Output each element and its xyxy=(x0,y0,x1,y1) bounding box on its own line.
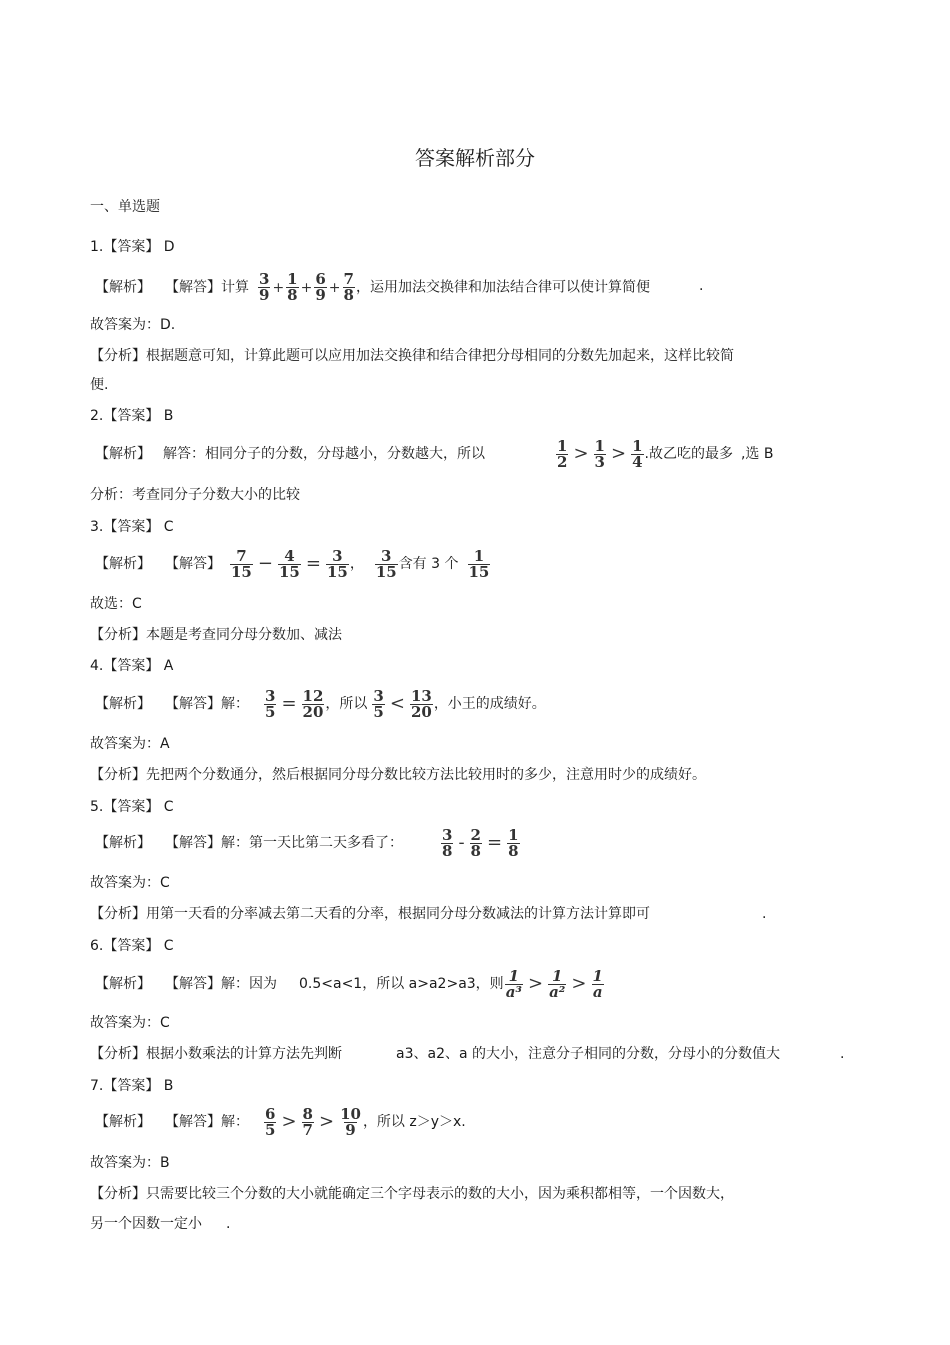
q2-jiexi: 【解析】 解答：相同分子的分数，分母越小，分数越大，所以 xyxy=(95,446,485,462)
q1-jiexi: 【解析】 【解答】计算 $\frac{3}{9}$ + $\frac{1}{8}$ + $\frac{6}{9}$ + $\frac{7}{8}$ ，运用加法交换律和加法结合律可以使计算简便 xyxy=(95,270,650,304)
fraction: $\frac{1}{8}$ xyxy=(287,270,298,304)
fraction: $\frac{3}{15}$ xyxy=(326,546,348,581)
fraction: $\frac{3}{15}$ xyxy=(375,546,397,581)
fraction: $\frac{12}{20}$ xyxy=(302,686,324,721)
fraction: $\frac{1}{a}$ xyxy=(592,966,603,1001)
fraction: $\frac{1}{2}$ xyxy=(557,436,568,471)
q7-answer: 7.【答案】 B xyxy=(90,1078,174,1094)
q6-period: . xyxy=(840,1046,845,1062)
q6-fenxi: 【分析】根据小数乘法的计算方法先判断 xyxy=(90,1046,342,1062)
q1-fenxi: 【分析】根据题意可知，计算此题可以应用加法交换律和结合律把分母相同的分数先加起来，这样比较简 xyxy=(90,348,734,364)
fraction: $\frac{1}{4}$ xyxy=(632,436,643,471)
fraction: $\frac{8}{7}$ xyxy=(302,1104,313,1139)
fraction: $\frac{2}{8}$ xyxy=(470,825,481,860)
fraction: $\frac{6}{9}$ xyxy=(315,270,326,304)
q4-answer: 4.【答案】 A xyxy=(90,658,174,674)
fraction: $\frac{7}{8}$ xyxy=(343,270,354,304)
q6-jiexi: 【解析】 【解答】解：因为 0.5<a<1，所以 a>a2>a3，则 $\frac{1}{\text{a³}}$ > $\frac{1}{\text{a²}}$ > $\frac{1}{a}$ xyxy=(95,966,603,1001)
q2-fraction-compare: $\frac{1}{2}$ > $\frac{1}{3}$ > $\frac{1}{4}$ .故乙吃的最多 ,选 B xyxy=(557,436,774,471)
q6-result: 故答案为：C xyxy=(90,1015,170,1031)
q3-answer: 3.【答案】 C xyxy=(90,519,174,535)
fraction: $\frac{3}{5}$ xyxy=(265,686,276,721)
q7-period: . xyxy=(226,1216,231,1232)
fraction: $\frac{3}{5}$ xyxy=(373,686,384,721)
q1-result: 故答案为：D. xyxy=(90,317,176,333)
q7-jiexi: 【解析】 【解答】解： $\frac{6}{5}$ > $\frac{8}{7}$ > $\frac{10}{9}$ ，所以 z＞y＞x. xyxy=(95,1104,466,1139)
q2-answer: 2.【答案】 B xyxy=(90,408,174,424)
q7-result: 故答案为：B xyxy=(90,1155,170,1171)
page-title: 答案解析部分 xyxy=(415,146,535,170)
fraction: $\frac{1}{8}$ xyxy=(508,825,519,860)
q5-answer: 5.【答案】 C xyxy=(90,799,174,815)
fraction: $\frac{6}{5}$ xyxy=(265,1104,276,1139)
q5-jiexi: 【解析】 【解答】解：第一天比第二天多看了： xyxy=(95,835,403,851)
fraction: $\frac{1}{15}$ xyxy=(468,546,490,581)
q7-fenxi: 【分析】只需要比较三个分数的大小就能确定三个字母表示的数的大小，因为乘积都相等，一个因数大， xyxy=(90,1186,734,1202)
fraction: $\frac{10}{9}$ xyxy=(340,1104,361,1139)
q2-fenxi: 分析：考查同分子分数大小的比较 xyxy=(90,487,300,503)
fraction: $\frac{1}{\text{a²}}$ xyxy=(549,966,566,1001)
fraction: $\frac{13}{20}$ xyxy=(410,686,432,721)
q5-period: . xyxy=(762,906,767,922)
q5-fenxi: 【分析】用第一天看的分率减去第二天看的分率，根据同分母分数减法的计算方法计算即可 xyxy=(90,906,650,922)
q4-fenxi: 【分析】先把两个分数通分，然后根据同分母分数比较方法比较用时的多少，注意用时少的成绩好。 xyxy=(90,767,706,783)
q1-period: . xyxy=(699,278,704,294)
fraction: $\frac{3}{9}$ xyxy=(259,270,270,304)
q6-answer: 6.【答案】 C xyxy=(90,938,174,954)
q3-fenxi: 【分析】本题是考查同分母分数加、减法 xyxy=(90,627,342,643)
q1-fenxi-cont: 便. xyxy=(90,377,109,393)
q6-fenxi-cont: a3、a2、a 的大小，注意分子相同的分数，分母小的分数值大 xyxy=(396,1046,781,1062)
jiexi-label: 【解析】 xyxy=(95,279,151,296)
q7-fenxi-cont: 另一个因数一定小 xyxy=(90,1216,202,1232)
fraction: $\frac{3}{8}$ xyxy=(442,825,453,860)
q5-result: 故答案为：C xyxy=(90,875,170,891)
q4-jiexi: 【解析】 【解答】解： $\frac{3}{5}$ = $\frac{12}{20}$ ，所以 $\frac{3}{5}$ < $\frac{13}{20}$ ，小王的成绩好。 xyxy=(95,686,546,721)
fraction: $\frac{1}{\text{a³}}$ xyxy=(505,966,522,1001)
fraction: $\frac{7}{15}$ xyxy=(231,546,252,581)
q5-equation: $\frac{3}{8}$ - $\frac{2}{8}$ = $\frac{1}{8}$ xyxy=(442,825,519,860)
fraction: $\frac{4}{15}$ xyxy=(278,546,300,581)
q3-jiexi: 【解析】 【解答】 $\frac{7}{15}$ − $\frac{4}{15}$ = $\frac{3}{15}$ ， $\frac{3}{15}$ 含有 3 个 $\frac{1}{15}$ xyxy=(95,546,490,581)
q4-result: 故答案为：A xyxy=(90,736,170,752)
jieda-label: 【解答】计算 xyxy=(165,279,249,296)
q1-answer: 1.【答案】 D xyxy=(90,239,175,255)
q3-result: 故选：C xyxy=(90,596,142,612)
section-heading: 一、单选题 xyxy=(90,199,160,215)
fraction: $\frac{1}{3}$ xyxy=(594,436,605,471)
